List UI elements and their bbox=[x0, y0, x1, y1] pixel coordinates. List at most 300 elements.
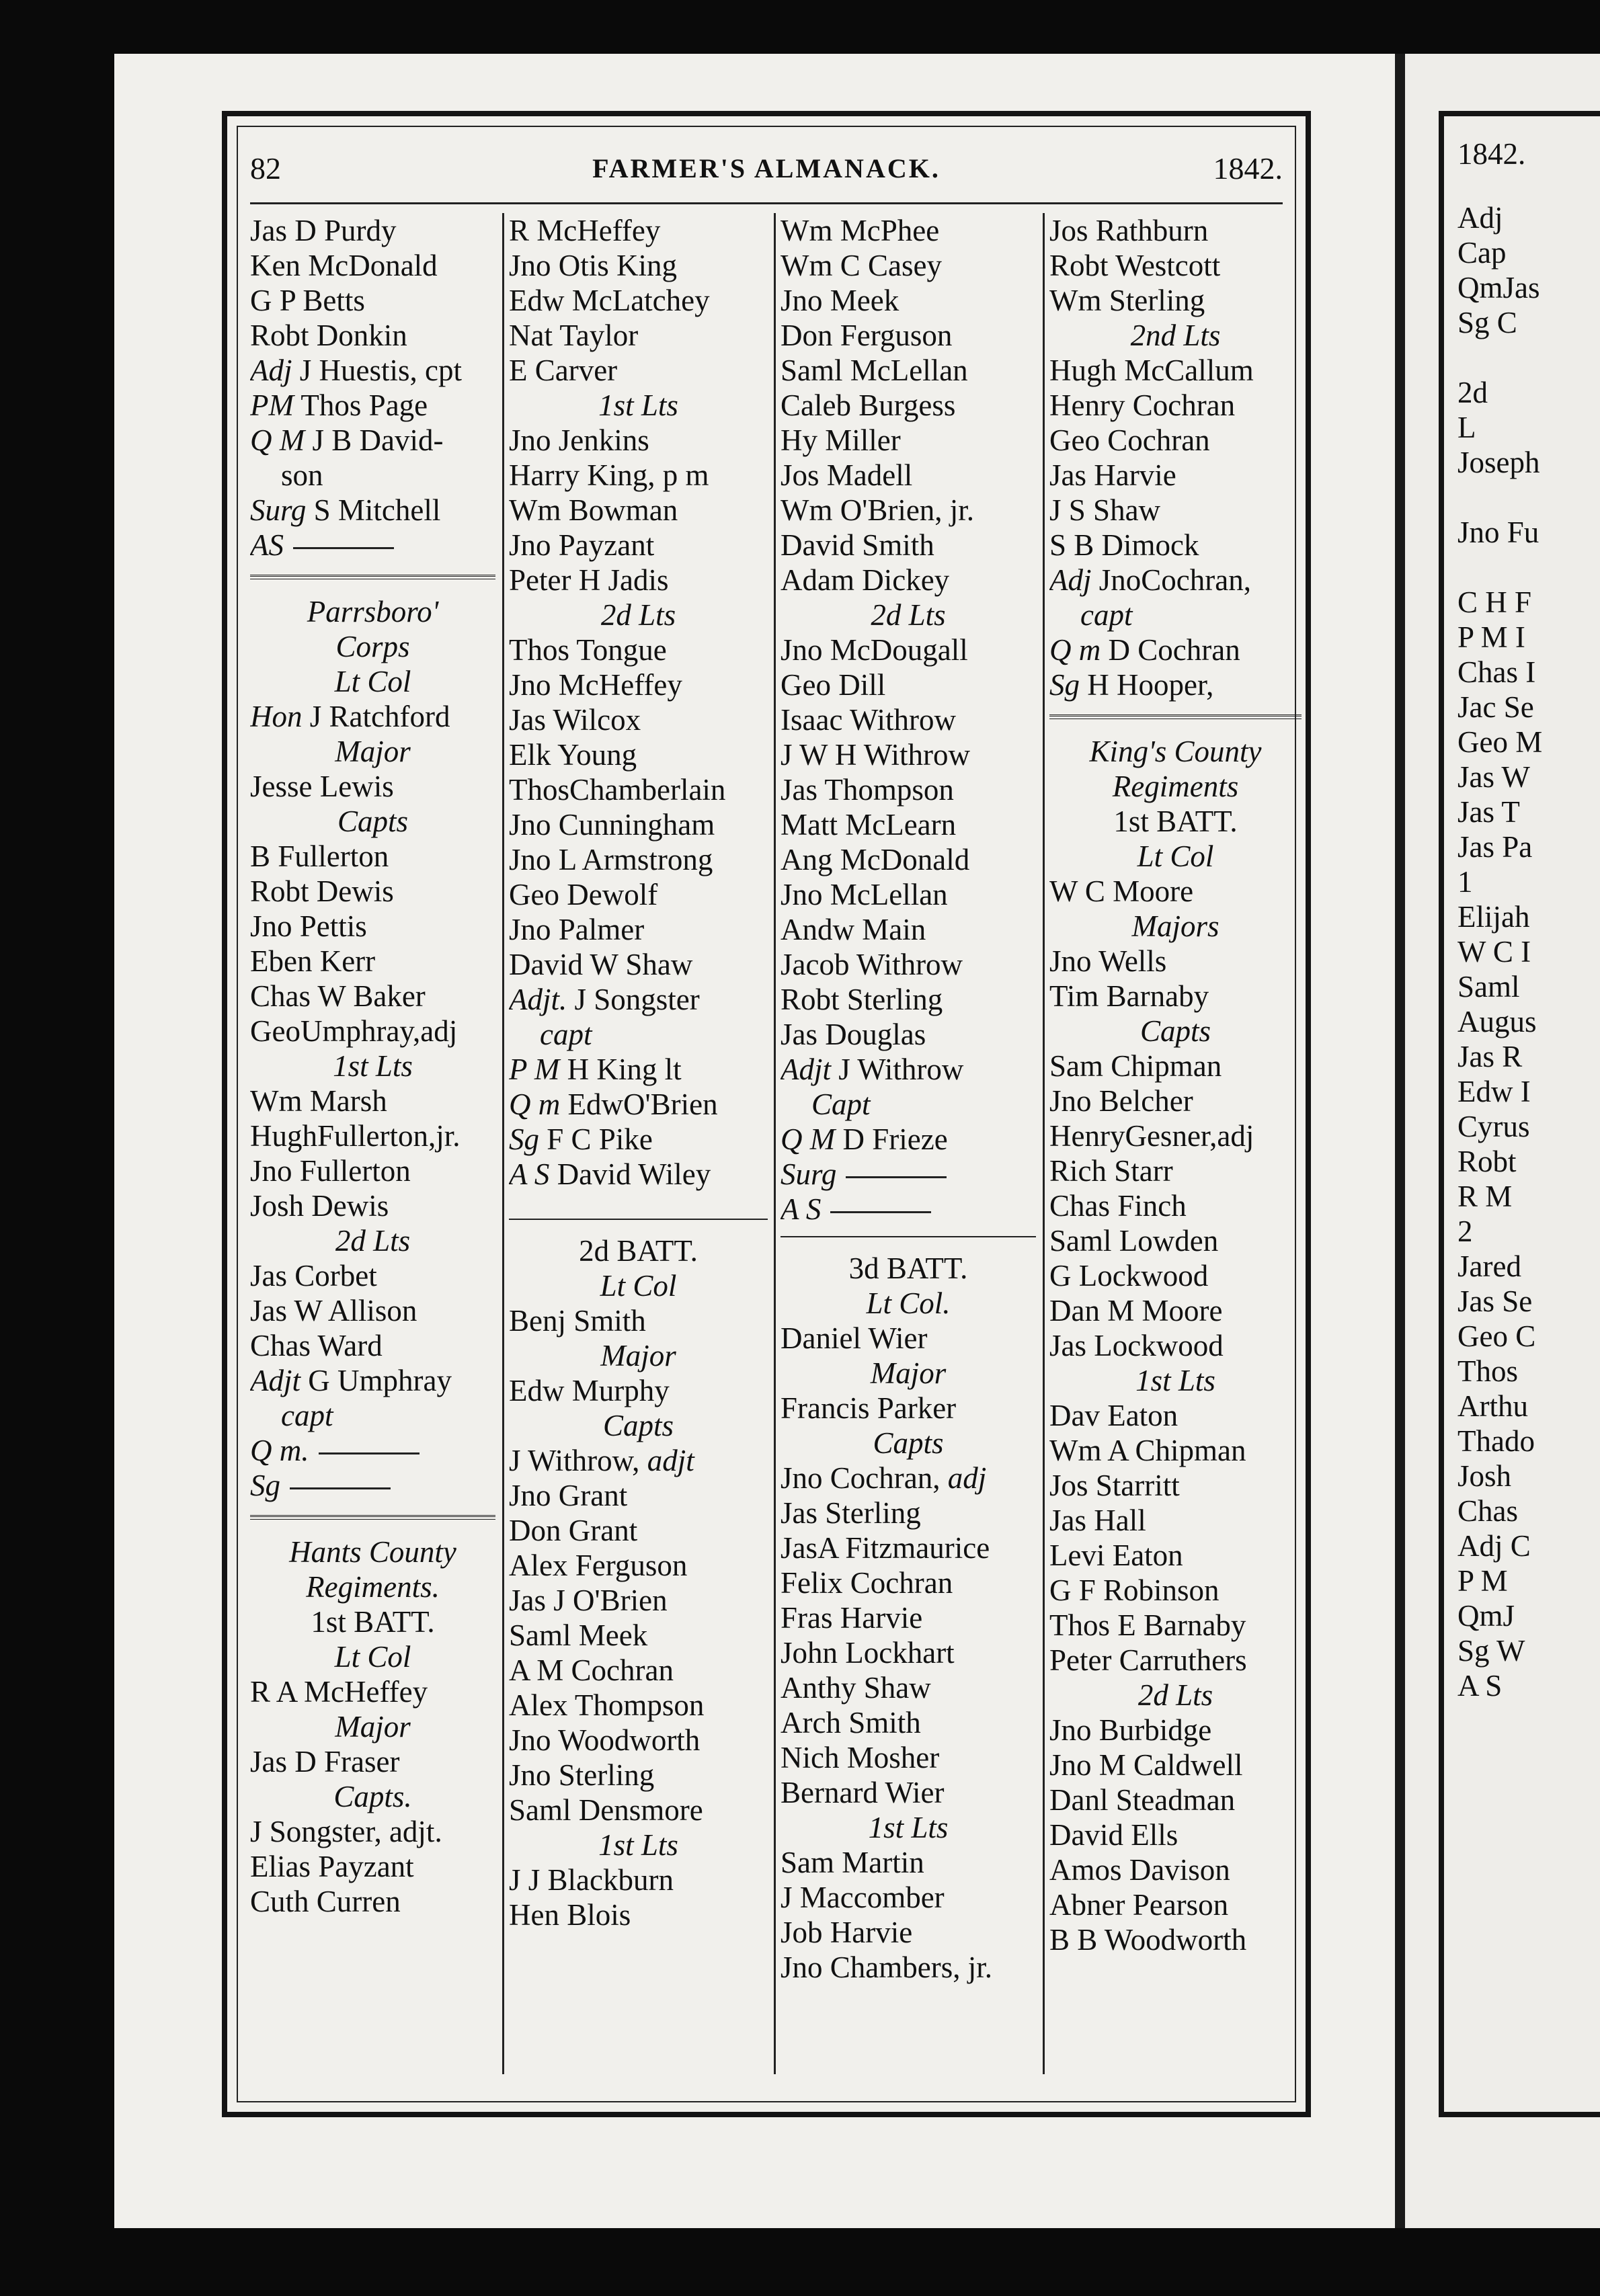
list-item: Amos Davison bbox=[1049, 1853, 1230, 1887]
next-page-line: QmJas bbox=[1457, 271, 1540, 304]
officer-name: EdwO'Brien bbox=[567, 1088, 718, 1121]
list-item: Thos Tongue bbox=[509, 633, 667, 667]
battalion-heading: 1st BATT. bbox=[1113, 805, 1238, 838]
role-label: P M bbox=[509, 1053, 560, 1086]
list-item: David W Shaw bbox=[509, 948, 693, 981]
list-item: Abner Pearson bbox=[1049, 1888, 1229, 1922]
rank-heading: Lt Col bbox=[334, 665, 411, 698]
role-label: Adjt bbox=[250, 1364, 301, 1397]
list-item: Eben Kerr bbox=[250, 944, 376, 978]
rank-heading: 2d Lts bbox=[335, 1224, 411, 1258]
list-item: Nat Taylor bbox=[509, 319, 639, 352]
list-item: Wm C Casey bbox=[781, 249, 942, 282]
list-item: Francis Parker bbox=[781, 1391, 957, 1425]
list-item: Nich Mosher bbox=[781, 1741, 940, 1774]
list-item: Caleb Burgess bbox=[781, 388, 956, 422]
rank-heading: 2d Lts bbox=[1137, 1678, 1213, 1712]
section-title: Parrsboro' bbox=[307, 595, 439, 628]
officer-entry bbox=[1049, 667, 1302, 702]
list-item: Henry Cochran bbox=[1049, 388, 1236, 422]
list-item: Josh Dewis bbox=[250, 1189, 389, 1223]
list-item: Jas Thompson bbox=[781, 773, 954, 807]
role-label: Q m bbox=[1049, 633, 1101, 667]
list-item: Robt Dewis bbox=[250, 874, 394, 908]
next-page-line: Sg W bbox=[1457, 1634, 1525, 1668]
list-item: Peter Carruthers bbox=[1049, 1643, 1247, 1677]
officer-entry bbox=[250, 423, 495, 458]
rank-heading: Lt Col. bbox=[866, 1286, 951, 1320]
next-page-line: Jas Pa bbox=[1457, 830, 1533, 864]
list-item: Danl Steadman bbox=[1049, 1783, 1236, 1817]
next-page-line: P M bbox=[1457, 1564, 1508, 1598]
next-page-line bbox=[1457, 550, 1542, 585]
next-page-line: Thado bbox=[1457, 1424, 1535, 1458]
section-title: Corps bbox=[335, 630, 410, 663]
role-label: Hon bbox=[250, 700, 303, 733]
list-item: Elk Young bbox=[509, 738, 637, 772]
officer-entry bbox=[781, 1192, 1036, 1227]
rank-heading: Capts bbox=[337, 805, 409, 838]
list-item: J Maccomber bbox=[781, 1881, 945, 1914]
role-label: AS bbox=[250, 528, 284, 562]
next-page-line: C H F bbox=[1457, 585, 1532, 619]
officer-name: G Umphray bbox=[308, 1364, 452, 1397]
rank-heading: 2nd Lts bbox=[1130, 319, 1221, 352]
list-item: Jno Burbidge bbox=[1049, 1713, 1212, 1747]
list-item: Jno McHeffey bbox=[509, 668, 682, 702]
officer-entry bbox=[509, 1443, 768, 1478]
list-item: Dan M Moore bbox=[1049, 1294, 1223, 1327]
rank-heading: Lt Col bbox=[1137, 839, 1214, 873]
list-item: Thos E Barnaby bbox=[1049, 1608, 1246, 1642]
list-item: Jos Starritt bbox=[1049, 1469, 1180, 1502]
list-item: Felix Cochran bbox=[781, 1566, 953, 1600]
role-label: Adjt bbox=[781, 1053, 831, 1086]
role-label: Q m. bbox=[250, 1434, 309, 1467]
list-item: Saml Meek bbox=[509, 1618, 648, 1652]
officer-entry bbox=[1049, 563, 1302, 598]
list-item: A M Cochran bbox=[509, 1653, 674, 1687]
list-item: Hy Miller bbox=[781, 423, 901, 457]
list-item: Job Harvie bbox=[781, 1916, 913, 1949]
next-page-line: Jas R bbox=[1457, 1040, 1523, 1073]
officer-name: J B David- bbox=[312, 423, 444, 457]
officer-name: D Cochran bbox=[1108, 633, 1240, 667]
section-title: Regiments. bbox=[306, 1570, 440, 1604]
rank-heading: 1st Lts bbox=[333, 1049, 413, 1083]
rank-heading: Major bbox=[335, 1710, 411, 1744]
officer-rank-cont: Capt bbox=[811, 1088, 871, 1121]
list-item: Robt Westcott bbox=[1049, 249, 1221, 282]
list-item: Saml McLellan bbox=[781, 354, 968, 387]
list-item: Wm McPhee bbox=[781, 214, 940, 247]
next-page-line: P M I bbox=[1457, 620, 1525, 654]
blank-dash bbox=[290, 1487, 391, 1489]
next-page-line bbox=[1457, 340, 1542, 375]
list-item: Saml Densmore bbox=[509, 1793, 703, 1827]
officer-name: JnoCochran, bbox=[1098, 563, 1251, 597]
next-page-line: 2d bbox=[1457, 376, 1488, 409]
header-year: 1842. bbox=[1213, 151, 1283, 186]
next-page-line bbox=[1457, 480, 1542, 515]
list-item: J W H Withrow bbox=[781, 738, 970, 772]
officer-name: Jno Cochran, bbox=[781, 1461, 941, 1495]
list-item: Wm Bowman bbox=[509, 493, 678, 527]
officer-name: S Mitchell bbox=[313, 493, 441, 527]
officer-entry bbox=[509, 1052, 768, 1087]
list-item: Alex Thompson bbox=[509, 1688, 705, 1722]
list-item: Jos Rathburn bbox=[1049, 214, 1209, 247]
next-page-line: Chas I bbox=[1457, 655, 1536, 689]
next-page-line: Sg C bbox=[1457, 306, 1517, 339]
list-item: Benj Smith bbox=[509, 1304, 646, 1338]
section-title: Regiments bbox=[1112, 770, 1239, 803]
next-page-line: QmJ bbox=[1457, 1599, 1515, 1633]
list-item: J J Blackburn bbox=[509, 1863, 674, 1897]
blank-dash bbox=[293, 547, 394, 549]
list-item: Chas W Baker bbox=[250, 979, 426, 1013]
list-item: Wm Marsh bbox=[250, 1084, 387, 1118]
list-item: J Songster, adjt. bbox=[250, 1815, 442, 1848]
section-rule bbox=[781, 1236, 1036, 1237]
rank-heading: 1st Lts bbox=[598, 1828, 678, 1862]
page-frame bbox=[222, 111, 1311, 2117]
next-page-line: L bbox=[1457, 411, 1476, 444]
list-item: Jno Palmer bbox=[509, 913, 645, 946]
rank-heading: 1st Lts bbox=[868, 1811, 949, 1844]
list-item: Jno L Armstrong bbox=[509, 843, 713, 876]
list-item: Jno Chambers, jr. bbox=[781, 1951, 992, 1984]
section-rule bbox=[250, 1515, 495, 1520]
list-item: G F Robinson bbox=[1049, 1573, 1219, 1607]
role-label: adj bbox=[947, 1461, 987, 1495]
next-page-year: 1842. bbox=[1457, 137, 1526, 171]
list-item: Jas Wilcox bbox=[509, 703, 641, 737]
list-item: John Lockhart bbox=[781, 1636, 955, 1670]
list-item: Hen Blois bbox=[509, 1898, 631, 1932]
officer-entry bbox=[250, 528, 495, 563]
next-page-line: Geo C bbox=[1457, 1319, 1536, 1353]
list-item: Jos Madell bbox=[781, 458, 913, 492]
list-item: Adam Dickey bbox=[781, 563, 950, 597]
column-2 bbox=[509, 213, 768, 2088]
list-item: Anthy Shaw bbox=[781, 1671, 931, 1705]
role-label: Adj bbox=[250, 354, 292, 387]
role-label: Sg bbox=[1049, 668, 1080, 702]
rank-heading: Capts. bbox=[333, 1780, 412, 1813]
list-item: Tim Barnaby bbox=[1049, 979, 1209, 1013]
next-page-line: Arthu bbox=[1457, 1389, 1528, 1423]
officer-entry bbox=[250, 1433, 495, 1468]
list-item: Jas J O'Brien bbox=[509, 1584, 668, 1617]
officer-name: David Wiley bbox=[557, 1157, 711, 1191]
list-item: Elias Payzant bbox=[250, 1850, 414, 1883]
next-page-line: Cyrus bbox=[1457, 1110, 1530, 1143]
role-label: Q m bbox=[509, 1088, 561, 1121]
rank-heading: Lt Col bbox=[334, 1640, 411, 1674]
officer-entry bbox=[250, 353, 495, 388]
list-item: Jno Otis King bbox=[509, 249, 678, 282]
rank-heading: 1st Lts bbox=[1135, 1364, 1215, 1397]
next-page-line: Elijah bbox=[1457, 900, 1530, 934]
list-item: W C Moore bbox=[1049, 874, 1194, 908]
list-item: G P Betts bbox=[250, 284, 365, 317]
list-item: Jas Hall bbox=[1049, 1504, 1146, 1537]
list-item: Jas Corbet bbox=[250, 1259, 377, 1293]
officer-entry bbox=[781, 1122, 1036, 1157]
next-page-line: R M bbox=[1457, 1180, 1513, 1213]
role-label: Sg bbox=[250, 1469, 280, 1502]
rank-heading: Capts bbox=[1139, 1014, 1211, 1048]
list-item: Isaac Withrow bbox=[781, 703, 957, 737]
list-item: Sam Martin bbox=[781, 1846, 924, 1879]
list-item: Jno Cunningham bbox=[509, 808, 715, 842]
list-item: Wm Sterling bbox=[1049, 284, 1205, 317]
next-page-line: Edw I bbox=[1457, 1075, 1531, 1108]
officer-entry bbox=[509, 1157, 768, 1192]
officer-entry bbox=[509, 1087, 768, 1122]
list-item: Matt McLearn bbox=[781, 808, 957, 842]
running-header bbox=[250, 142, 1283, 196]
officer-entry bbox=[250, 388, 495, 423]
list-item: Cuth Curren bbox=[250, 1885, 401, 1918]
rank-heading: Major bbox=[870, 1356, 947, 1390]
role-label: Surg bbox=[781, 1157, 837, 1191]
section-rule bbox=[250, 575, 495, 579]
list-item: Fras Harvie bbox=[781, 1601, 923, 1635]
list-item: Jno Wells bbox=[1049, 944, 1167, 978]
list-item: B B Woodworth bbox=[1049, 1923, 1247, 1957]
list-item: G Lockwood bbox=[1049, 1259, 1209, 1293]
list-item: Jesse Lewis bbox=[250, 770, 394, 803]
list-item: Jas D Fraser bbox=[250, 1745, 400, 1778]
list-item: Wm A Chipman bbox=[1049, 1434, 1246, 1467]
list-item: Geo Dewolf bbox=[509, 878, 658, 911]
officer-name: D Frieze bbox=[842, 1122, 948, 1156]
list-item: Jas W Allison bbox=[250, 1294, 417, 1327]
list-item: Andw Main bbox=[781, 913, 926, 946]
role-label: Adj bbox=[1049, 563, 1092, 597]
list-item: Ang McDonald bbox=[781, 843, 970, 876]
next-page-line: Jas W bbox=[1457, 760, 1530, 794]
column-divider bbox=[502, 213, 504, 2074]
list-item: Robt Sterling bbox=[781, 983, 943, 1016]
officer-name: H King lt bbox=[567, 1053, 682, 1086]
next-page-line: 1 bbox=[1457, 865, 1473, 899]
rank-heading: 1st Lts bbox=[598, 388, 678, 422]
next-page-text bbox=[1457, 200, 1542, 1703]
header-rule bbox=[250, 202, 1283, 204]
officer-name: J Withrow, bbox=[509, 1444, 640, 1477]
list-item: Edw McLatchey bbox=[509, 284, 710, 317]
list-item: B Fullerton bbox=[250, 839, 389, 873]
role-label: adjt bbox=[647, 1444, 694, 1477]
officer-rank-cont: capt bbox=[1080, 598, 1133, 632]
officer-entry bbox=[781, 1052, 1036, 1087]
next-page-line: Jas Se bbox=[1457, 1284, 1533, 1318]
officer-entry bbox=[250, 493, 495, 528]
list-item: David Ells bbox=[1049, 1818, 1178, 1852]
rank-heading: Major bbox=[600, 1339, 676, 1372]
officer-entry bbox=[250, 1468, 495, 1503]
list-item: Rich Starr bbox=[1049, 1154, 1173, 1188]
list-item: Jno Payzant bbox=[509, 528, 655, 562]
officer-name-cont: son bbox=[281, 458, 323, 492]
role-label: Adjt. bbox=[509, 983, 567, 1016]
list-item: Jno Fullerton bbox=[250, 1154, 411, 1188]
battalion-heading: 3d BATT. bbox=[848, 1252, 968, 1285]
section-rule bbox=[1049, 714, 1302, 719]
list-item: Jno Sterling bbox=[509, 1758, 655, 1792]
list-item: Jas Sterling bbox=[781, 1496, 921, 1530]
list-item: Alex Ferguson bbox=[509, 1549, 688, 1582]
list-item: Jno Pettis bbox=[250, 909, 367, 943]
column-divider bbox=[1043, 213, 1045, 2074]
next-page-line: Josh bbox=[1457, 1459, 1512, 1493]
list-item: Geo Dill bbox=[781, 668, 886, 702]
list-item: Daniel Wier bbox=[781, 1321, 928, 1355]
list-item: Don Ferguson bbox=[781, 319, 953, 352]
blank-dash bbox=[846, 1176, 947, 1178]
list-item: Jno Woodworth bbox=[509, 1723, 701, 1757]
list-item: Jas Douglas bbox=[781, 1018, 926, 1051]
next-page-line: Adj C bbox=[1457, 1529, 1531, 1563]
section-rule bbox=[509, 1219, 768, 1220]
role-label: Q M bbox=[781, 1122, 836, 1156]
list-item: Hugh McCallum bbox=[1049, 354, 1254, 387]
role-label: Q M bbox=[250, 423, 305, 457]
list-item: S B Dimock bbox=[1049, 528, 1199, 562]
rank-heading: Major bbox=[335, 735, 411, 768]
column-3 bbox=[781, 213, 1036, 2088]
almanac-title: FARMER'S ALMANACK. bbox=[592, 153, 941, 183]
next-page-line: W C I bbox=[1457, 935, 1531, 969]
list-item: Ken McDonald bbox=[250, 249, 438, 282]
list-item: Don Grant bbox=[509, 1514, 638, 1547]
officer-name: J Songster bbox=[574, 983, 700, 1016]
rank-heading: Capts bbox=[873, 1426, 944, 1460]
list-item: Jas Lockwood bbox=[1049, 1329, 1224, 1362]
next-page-frame bbox=[1439, 111, 1600, 2117]
role-label: A S bbox=[781, 1192, 822, 1226]
next-page-line: Geo M bbox=[1457, 725, 1543, 759]
list-item: Jno McLellan bbox=[781, 878, 948, 911]
rank-heading: 2d Lts bbox=[871, 598, 946, 632]
role-label: Surg bbox=[250, 493, 307, 527]
list-item: Levi Eaton bbox=[1049, 1539, 1183, 1572]
officer-rank-cont: capt bbox=[540, 1018, 592, 1051]
list-item: Jno Grant bbox=[509, 1479, 628, 1512]
officer-name: J Withrow bbox=[838, 1053, 964, 1086]
list-item: R A McHeffey bbox=[250, 1675, 428, 1709]
next-page-line: Thos bbox=[1457, 1354, 1518, 1388]
officer-name: J Ratchford bbox=[309, 700, 450, 733]
page-number: 82 bbox=[250, 151, 281, 186]
blank-dash bbox=[319, 1452, 419, 1454]
list-item: Harry King, p m bbox=[509, 458, 709, 492]
list-item: Robt Donkin bbox=[250, 319, 407, 352]
list-item: JasA Fitzmaurice bbox=[781, 1531, 990, 1565]
list-item: Jno Belcher bbox=[1049, 1084, 1193, 1118]
section-title: Hants County bbox=[289, 1535, 456, 1569]
list-item: Jno Meek bbox=[781, 284, 899, 317]
officer-name: Thos Page bbox=[301, 388, 428, 422]
list-item: R McHeffey bbox=[509, 214, 661, 247]
list-item: Dav Eaton bbox=[1049, 1399, 1178, 1432]
officer-rank-cont: capt bbox=[281, 1399, 333, 1432]
rank-heading: 2d Lts bbox=[600, 598, 676, 632]
list-item: Wm O'Brien, jr. bbox=[781, 493, 975, 527]
officer-entry bbox=[250, 699, 495, 734]
officer-name: F C Pike bbox=[547, 1122, 653, 1156]
next-page-line: Joseph bbox=[1457, 446, 1540, 479]
role-label: Sg bbox=[509, 1122, 539, 1156]
list-item: Arch Smith bbox=[781, 1706, 921, 1739]
blank-dash bbox=[830, 1211, 931, 1213]
officer-name: H Hooper, bbox=[1087, 668, 1214, 702]
rank-heading: Majors bbox=[1131, 909, 1219, 943]
next-page-line: Augus bbox=[1457, 1005, 1537, 1038]
list-item: J S Shaw bbox=[1049, 493, 1161, 527]
list-item: HenryGesner,adj bbox=[1049, 1119, 1254, 1153]
list-item: Peter H Jadis bbox=[509, 563, 669, 597]
list-item: Jno McDougall bbox=[781, 633, 968, 667]
role-label: A S bbox=[509, 1157, 550, 1191]
list-item: HughFullerton,jr. bbox=[250, 1119, 461, 1153]
rank-heading: Capts bbox=[602, 1409, 674, 1442]
next-page-line: Jas T bbox=[1457, 795, 1520, 829]
next-page-line: Chas bbox=[1457, 1494, 1518, 1528]
list-item: Geo Cochran bbox=[1049, 423, 1210, 457]
next-page-line: Adj bbox=[1457, 201, 1503, 235]
list-item: Chas Finch bbox=[1049, 1189, 1187, 1223]
battalion-heading: 1st BATT. bbox=[311, 1605, 435, 1639]
next-page-line: Jared bbox=[1457, 1249, 1521, 1283]
column-1 bbox=[250, 213, 495, 2088]
role-label: PM bbox=[250, 388, 294, 422]
next-page-line: A S bbox=[1457, 1669, 1503, 1703]
list-item: Saml Lowden bbox=[1049, 1224, 1219, 1258]
list-item: E Carver bbox=[509, 354, 618, 387]
page-frame-inner bbox=[237, 126, 1296, 2102]
next-page-line: Cap bbox=[1457, 236, 1507, 270]
officer-entry bbox=[509, 982, 768, 1017]
officer-entry bbox=[781, 1157, 1036, 1192]
officer-entry bbox=[781, 1461, 1036, 1495]
column-4 bbox=[1049, 213, 1302, 2088]
list-item: ThosChamberlain bbox=[509, 773, 726, 807]
list-item: Bernard Wier bbox=[781, 1776, 945, 1809]
officer-entry bbox=[250, 1363, 495, 1398]
list-item: Jno M Caldwell bbox=[1049, 1748, 1243, 1782]
next-page-line: Jno Fu bbox=[1457, 516, 1539, 549]
list-item: Jas Harvie bbox=[1049, 458, 1176, 492]
list-item: Jacob Withrow bbox=[781, 948, 963, 981]
rank-heading: Lt Col bbox=[600, 1269, 677, 1303]
list-item: Sam Chipman bbox=[1049, 1049, 1222, 1083]
officer-name: J Huestis, cpt bbox=[299, 354, 462, 387]
list-item: Edw Murphy bbox=[509, 1374, 670, 1407]
next-page-line: 2 bbox=[1457, 1215, 1473, 1248]
list-item: Chas Ward bbox=[250, 1329, 383, 1362]
list-item: Jas D Purdy bbox=[250, 214, 397, 247]
column-divider bbox=[774, 213, 776, 2074]
book-gutter bbox=[1395, 54, 1405, 2228]
officer-entry bbox=[509, 1122, 768, 1157]
next-page-line: Jac Se bbox=[1457, 690, 1534, 724]
list-item: Jno Jenkins bbox=[509, 423, 649, 457]
battalion-heading: 2d BATT. bbox=[579, 1234, 698, 1268]
